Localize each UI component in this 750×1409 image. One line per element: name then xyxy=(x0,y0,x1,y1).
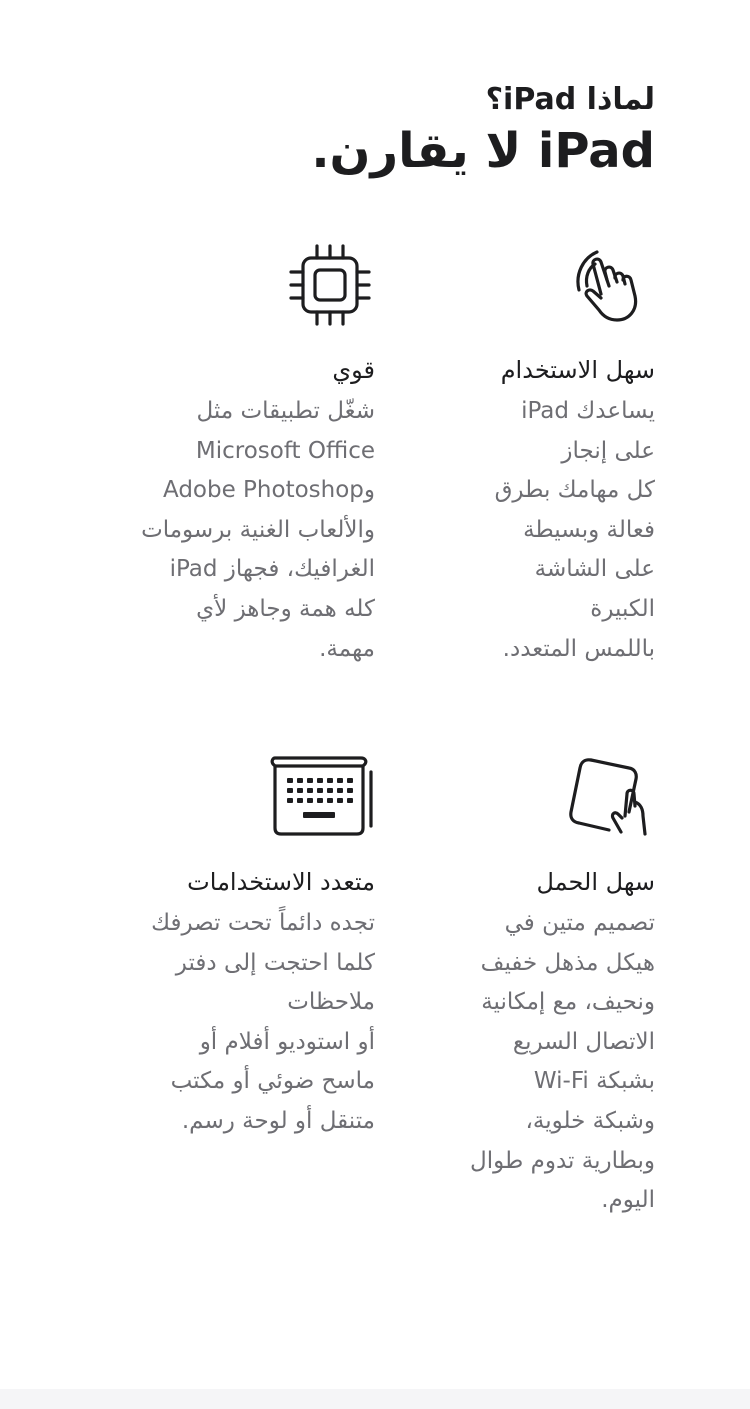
description-line: ملاحظات xyxy=(287,989,375,1016)
feature-title: متعدد الاستخدامات xyxy=(187,868,375,896)
description-line: كله همة وجاهز لأي xyxy=(196,595,375,622)
description-line: مهمة. xyxy=(319,635,375,662)
section-eyebrow: لماذا iPad؟ xyxy=(485,82,655,117)
description-line: كلما احتجت إلى دفتر xyxy=(175,949,375,976)
feature-title: سهل الاستخدام xyxy=(500,356,655,384)
description-line: ونحيف، مع إمكانية xyxy=(481,989,655,1016)
description-line: Microsoft Office xyxy=(195,437,375,464)
description-line: والألعاب الغنية برسومات xyxy=(141,516,375,543)
description-line: ماسح ضوئي أو مكتب xyxy=(170,1068,375,1095)
description-line: متنقل أو لوحة رسم. xyxy=(181,1107,375,1134)
feature-description xyxy=(85,392,375,669)
keyboard-ipad-icon xyxy=(265,752,375,842)
description-line: على إنجاز xyxy=(561,437,655,464)
description-line: بشبكة Wi-Fi xyxy=(533,1068,655,1095)
section-headline: iPad لا يقارن. xyxy=(311,123,655,179)
feature-description xyxy=(85,904,375,1142)
description-line: الاتصال السريع xyxy=(512,1028,655,1055)
touch-hand-icon xyxy=(565,240,655,330)
description-line: الغرافيك، فجهاز iPad xyxy=(169,556,375,583)
feature-description xyxy=(365,904,655,1221)
description-line: وبطارية تدوم طوال xyxy=(470,1147,655,1174)
description-line: وAdobe Photoshop xyxy=(162,477,375,504)
feature-description xyxy=(365,392,655,669)
description-line: اليوم. xyxy=(601,1187,655,1214)
description-line: وشبكة خلوية، xyxy=(525,1107,655,1134)
footer-divider xyxy=(0,1389,750,1409)
chip-icon xyxy=(285,240,375,330)
description-line: أو استوديو أفلام أو xyxy=(199,1028,375,1055)
description-line: باللمس المتعدد. xyxy=(502,635,655,662)
description-line: يساعدك iPad xyxy=(521,398,655,424)
description-line: شغّل تطبيقات مثل xyxy=(196,398,375,424)
hand-holding-ipad-icon xyxy=(565,752,655,842)
description-line: تصميم متين في xyxy=(504,910,655,936)
feature-title: سهل الحمل xyxy=(536,868,655,896)
feature-title: قوي xyxy=(332,356,375,384)
description-line: فعالة وبسيطة xyxy=(523,516,655,543)
description-line: على الشاشة xyxy=(534,556,655,583)
description-line: كل مهامك بطرق xyxy=(494,477,655,504)
description-line: هيكل مذهل خفيف xyxy=(480,949,655,976)
description-line: تجده دائماً تحت تصرفك xyxy=(151,910,375,936)
description-line: الكبيرة xyxy=(590,595,655,622)
